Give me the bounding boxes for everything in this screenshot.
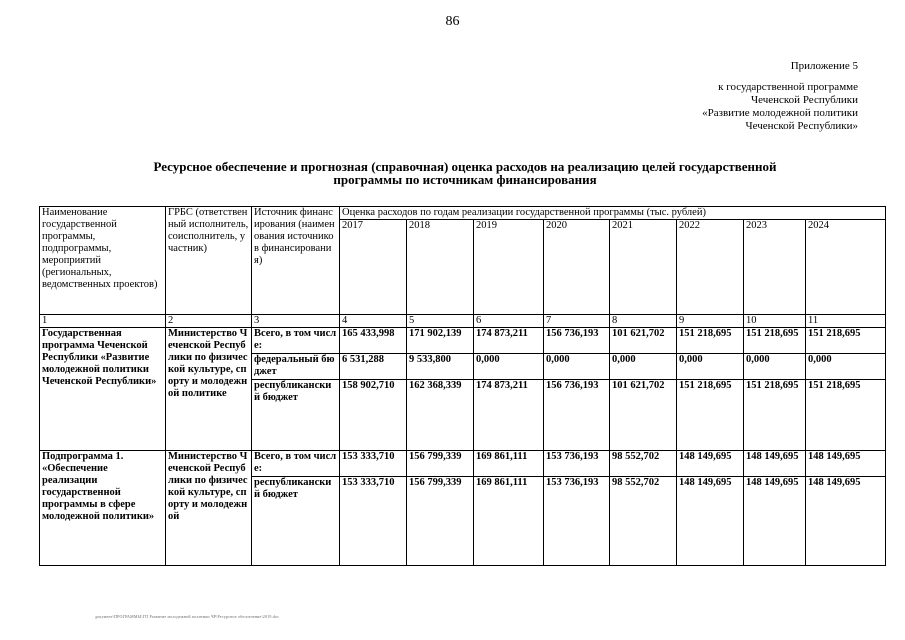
value-cell: 156 736,193 — [544, 328, 610, 354]
program-grbs: Министерство Чеченской Республики по физической культуре, спорту и молодежной политике — [166, 328, 252, 451]
resource-table — [39, 206, 886, 566]
source-cell: Всего, в том числе: — [252, 451, 340, 477]
appendix-line: к государственной программе — [718, 81, 858, 93]
source-cell: республиканский бюджет — [252, 477, 340, 566]
column-number: 11 — [806, 315, 886, 328]
value-cell: 171 902,139 — [407, 328, 474, 354]
column-number: 9 — [677, 315, 744, 328]
header-estimate: Оценка расходов по годам реализации государственной программы (тыс. рублей) — [340, 207, 886, 220]
table-row — [40, 451, 886, 477]
header-year: 2019 — [474, 220, 544, 315]
header-year: 2017 — [340, 220, 407, 315]
value-cell: 148 149,695 — [677, 451, 744, 477]
value-cell: 151 218,695 — [677, 328, 744, 354]
value-cell: 151 218,695 — [677, 380, 744, 451]
subprogram-grbs: Министерство Чеченской Республики по физической культуре, спорту и молодежной — [166, 451, 252, 566]
column-number: 6 — [474, 315, 544, 328]
value-cell: 0,000 — [677, 354, 744, 380]
value-cell: 101 621,702 — [610, 380, 677, 451]
value-cell: 151 218,695 — [744, 328, 806, 354]
document-title-line: программы по источникам финансирования — [333, 172, 597, 187]
appendix-block — [702, 60, 858, 133]
value-cell: 174 873,211 — [474, 328, 544, 354]
value-cell: 0,000 — [744, 354, 806, 380]
source-cell: республиканский бюджет — [252, 380, 340, 451]
value-cell: 0,000 — [806, 354, 886, 380]
header-year: 2020 — [544, 220, 610, 315]
header-year: 2018 — [407, 220, 474, 315]
value-cell: 153 333,710 — [340, 451, 407, 477]
value-cell: 153 736,193 — [544, 451, 610, 477]
column-number: 8 — [610, 315, 677, 328]
value-cell: 169 861,111 — [474, 477, 544, 566]
value-cell: 148 149,695 — [806, 451, 886, 477]
column-number: 10 — [744, 315, 806, 328]
value-cell: 98 552,702 — [610, 477, 677, 566]
column-numbers-row — [40, 315, 886, 328]
value-cell: 162 368,339 — [407, 380, 474, 451]
appendix-line: Чеченской Республики — [750, 94, 858, 106]
value-cell: 174 873,211 — [474, 380, 544, 451]
program-name: Государственная программа Чеченской Республики «Развитие молодежной политики Чеченской Республики» — [40, 328, 166, 451]
value-cell: 165 433,998 — [340, 328, 407, 354]
subprogram-name: Подпрограмма 1. «Обеспечение реализации государственной программы в сфере молодежной политики» — [40, 451, 166, 566]
appendix-title: Приложение 5 — [790, 60, 858, 72]
header-year: 2022 — [677, 220, 744, 315]
value-cell: 151 218,695 — [806, 328, 886, 354]
value-cell: 6 531,288 — [340, 354, 407, 380]
value-cell: 9 533,800 — [407, 354, 474, 380]
value-cell: 98 552,702 — [610, 451, 677, 477]
value-cell: 0,000 — [610, 354, 677, 380]
value-cell: 151 218,695 — [744, 380, 806, 451]
value-cell: 148 149,695 — [744, 477, 806, 566]
value-cell: 148 149,695 — [806, 477, 886, 566]
source-cell: федеральный бюджет — [252, 354, 340, 380]
header-name: Наименование государственной программы, подпрограммы, мероприятий (региональных, ведомственных проектов) — [40, 207, 166, 315]
column-number: 4 — [340, 315, 407, 328]
value-cell: 0,000 — [474, 354, 544, 380]
header-row — [40, 207, 886, 220]
header-year: 2024 — [806, 220, 886, 315]
value-cell: 0,000 — [544, 354, 610, 380]
page-number: 86 — [445, 14, 460, 29]
value-cell: 148 149,695 — [677, 477, 744, 566]
column-number: 5 — [407, 315, 474, 328]
value-cell: 153 333,710 — [340, 477, 407, 566]
file-path-footer: документ\ПРОГРАММЫ\ГП Развитие молодежной политики ЧР\Ресурсное обеспечение\2019.doc — [95, 614, 280, 619]
header-year: 2021 — [610, 220, 677, 315]
document-title — [45, 160, 885, 186]
appendix-line: Чеченской Республики» — [745, 120, 858, 132]
header-year: 2023 — [744, 220, 806, 315]
value-cell: 151 218,695 — [806, 380, 886, 451]
header-grbs: ГРБС (ответственный исполнитель, соисполнитель, участник) — [166, 207, 252, 315]
value-cell: 158 902,710 — [340, 380, 407, 451]
value-cell: 156 736,193 — [544, 380, 610, 451]
value-cell: 101 621,702 — [610, 328, 677, 354]
source-cell: Всего, в том числе: — [252, 328, 340, 354]
header-source: Источник финансирования (наименования источников финансирования) — [252, 207, 340, 315]
table-row — [40, 328, 886, 354]
value-cell: 156 799,339 — [407, 477, 474, 566]
column-number: 1 — [40, 315, 166, 328]
column-number: 7 — [544, 315, 610, 328]
value-cell: 156 799,339 — [407, 451, 474, 477]
value-cell: 153 736,193 — [544, 477, 610, 566]
value-cell: 169 861,111 — [474, 451, 544, 477]
value-cell: 148 149,695 — [744, 451, 806, 477]
column-number: 3 — [252, 315, 340, 328]
column-number: 2 — [166, 315, 252, 328]
appendix-line: «Развитие молодежной политики — [702, 107, 858, 119]
document-title-line: Ресурсное обеспечение и прогнозная (справочная) оценка расходов на реализацию целей государственной — [153, 159, 777, 174]
